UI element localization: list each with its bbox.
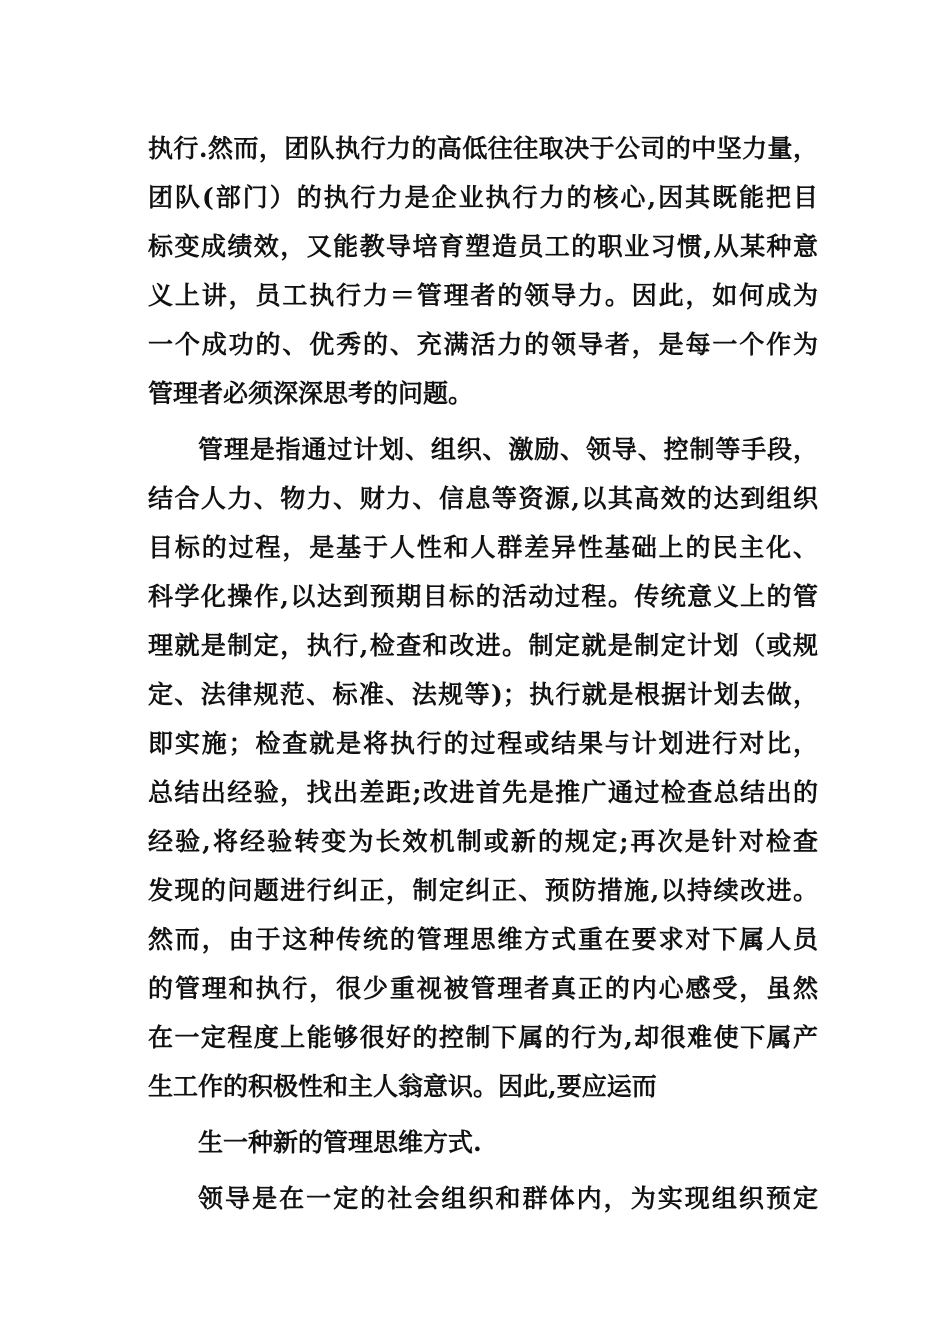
text-line-1: 执行.然而，团队执行力的高低往往取决于公司的中坚力量， (148, 134, 818, 163)
text-line-22: 领导是在一定的社会组织和群体内，为实现组织预定 (198, 1184, 818, 1213)
text-line-12: 定、法律规范、标准、法规等)；执行就是根据计划去做， (148, 680, 818, 709)
text-line-8: 结合人力、物力、财力、信息等资源,以其高效的达到组织 (148, 484, 818, 513)
text-line-16: 发现的问题进行纠正，制定纠正、预防措施,以持续改进。 (148, 876, 818, 905)
text-line-11: 理就是制定，执行,检查和改进。制定就是制定计划（或规 (148, 631, 818, 660)
text-line-10: 科学化操作,以达到预期目标的活动过程。传统意义上的管 (148, 582, 818, 611)
text-line-7: 管理是指通过计划、组织、激励、领导、控制等手段， (198, 435, 818, 464)
text-line-2: 团队(部门）的执行力是企业执行力的核心,因其既能把目 (148, 183, 818, 212)
text-line-6: 管理者必须深深思考的问题。 (148, 379, 474, 408)
text-line-17: 然而，由于这种传统的管理思维方式重在要求对下属人员 (148, 925, 818, 954)
text-line-5: 一个成功的、优秀的、充满活力的领导者，是每一个作为 (148, 330, 818, 359)
text-line-21: 生一种新的管理思维方式. (198, 1128, 482, 1157)
text-line-9: 目标的过程，是基于人性和人群差异性基础上的民主化、 (148, 533, 818, 562)
text-line-14: 总结出经验，找出差距;改进首先是推广通过检查总结出的 (148, 778, 818, 807)
text-line-18: 的管理和执行，很少重视被管理者真正的内心感受，虽然 (148, 974, 818, 1003)
text-line-15: 经验,将经验转变为长效机制或新的规定;再次是针对检查 (148, 827, 818, 856)
text-line-4: 义上讲，员工执行力＝管理者的领导力。因此，如何成为 (148, 281, 818, 310)
text-line-20: 生工作的积极性和主人翁意识。因此,要应运而 (148, 1072, 657, 1101)
text-line-19: 在一定程度上能够很好的控制下属的行为,却很难使下属产 (148, 1023, 818, 1052)
text-line-13: 即实施；检查就是将执行的过程或结果与计划进行对比， (148, 729, 818, 758)
text-line-3: 标变成绩效，又能教导培育塑造员工的职业习惯,从某种意 (148, 232, 818, 261)
